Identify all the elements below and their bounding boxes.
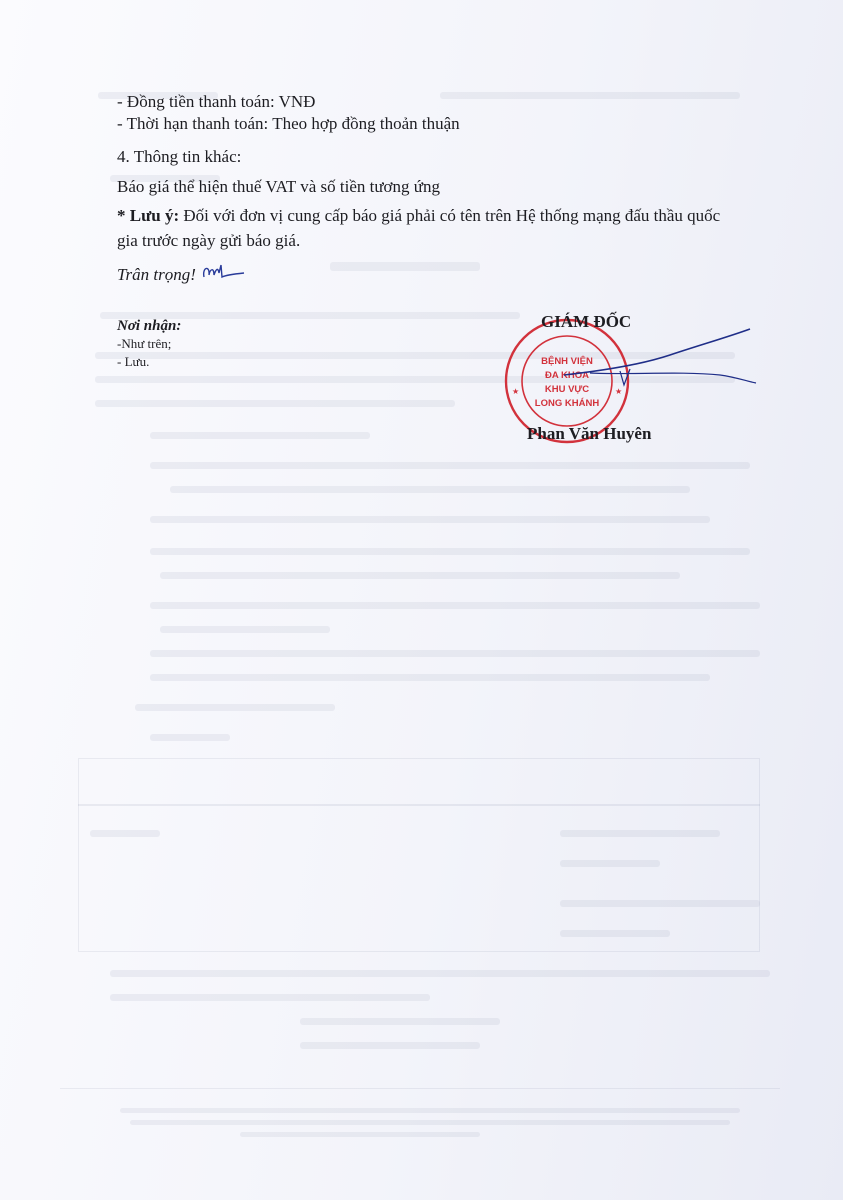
payment-currency-line: - Đồng tiền thanh toán: VNĐ bbox=[117, 92, 316, 111]
svg-text:★: ★ bbox=[512, 387, 520, 396]
handwritten-signature bbox=[560, 325, 760, 395]
stamp-text-line-2: ĐA KHOA bbox=[545, 370, 589, 381]
handwritten-initial-mark bbox=[200, 259, 248, 283]
signatory-name: Phan Văn Huyên bbox=[527, 424, 652, 443]
stamp-text-line-1: BỆNH VIỆN bbox=[541, 356, 593, 367]
svg-text:★: ★ bbox=[615, 387, 623, 396]
payment-term-line: - Thời hạn thanh toán: Theo hợp đồng thoản thuận bbox=[117, 114, 460, 133]
vat-note: Báo giá thể hiện thuế VAT và số tiền tương ứng bbox=[117, 177, 440, 196]
stamp-text-line-4: LONG KHÁNH bbox=[534, 398, 600, 409]
recipients-title: Nơi nhận: bbox=[117, 318, 182, 334]
stamp-text-line-3: KHU VỰC bbox=[544, 384, 590, 395]
other-info-heading: 4. Thông tin khác: bbox=[117, 147, 242, 166]
note-paragraph bbox=[117, 203, 737, 253]
note-text: Đối với đơn vị cung cấp báo giá phải có tên trên Hệ thống mạng đấu thầu quốc gia trước ngày gửi báo giá. bbox=[117, 206, 721, 250]
note-label: * Lưu ý: bbox=[117, 206, 180, 225]
signatory-title: GIÁM ĐỐC bbox=[541, 312, 632, 331]
closing-greeting: Trân trọng! bbox=[117, 265, 196, 284]
recipient-line-1: -Như trên; bbox=[117, 336, 172, 351]
recipient-line-2: - Lưu. bbox=[117, 354, 150, 369]
